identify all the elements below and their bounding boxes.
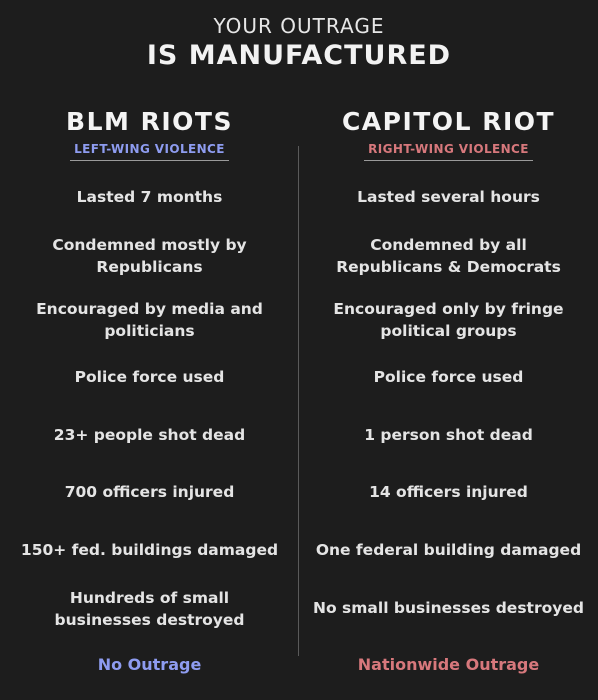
right-row-duration: Lasted several hours	[357, 188, 540, 206]
right-row-condemned: Condemned by all Republicans & Democrats	[336, 236, 561, 276]
right-row-encouraged: Encouraged only by fringe political groups	[333, 300, 564, 340]
left-column-footer: No Outrage	[97, 655, 202, 674]
title-line-1: YOUR OUTRAGE	[213, 14, 385, 38]
left-row-condemned: Condemned mostly by Republicans	[52, 236, 247, 276]
left-row-deaths: 23+ people shot dead	[53, 426, 246, 444]
left-column-subheading-wrap	[0, 138, 299, 161]
left-row-encouraged: Encouraged by media and politicians	[36, 300, 263, 340]
right-row-buildings: One federal building damaged	[315, 541, 582, 559]
title-line-2: IS MANUFACTURED	[146, 40, 452, 71]
right-column-footer: Nationwide Outrage	[357, 655, 540, 674]
right-row-businesses: No small businesses destroyed	[313, 599, 584, 617]
left-row-officers: 700 officers injured	[64, 483, 235, 501]
right-row-officers: 14 officers injured	[369, 483, 528, 501]
right-column-heading: CAPITOL RIOT	[341, 107, 556, 136]
right-column-subheading: RIGHT-WING VIOLENCE	[364, 140, 533, 161]
right-row-deaths: 1 person shot dead	[364, 426, 533, 444]
left-row-duration: Lasted 7 months	[76, 188, 223, 206]
right-column-subheading-wrap	[299, 138, 598, 161]
left-row-buildings: 150+ fed. buildings damaged	[20, 541, 279, 559]
right-row-police: Police force used	[373, 368, 524, 386]
left-row-police: Police force used	[74, 368, 225, 386]
left-row-businesses: Hundreds of small businesses destroyed	[54, 589, 245, 629]
right-column	[299, 0, 598, 700]
left-column-subheading: LEFT-WING VIOLENCE	[70, 140, 229, 161]
left-column-heading: BLM RIOTS	[66, 107, 233, 136]
